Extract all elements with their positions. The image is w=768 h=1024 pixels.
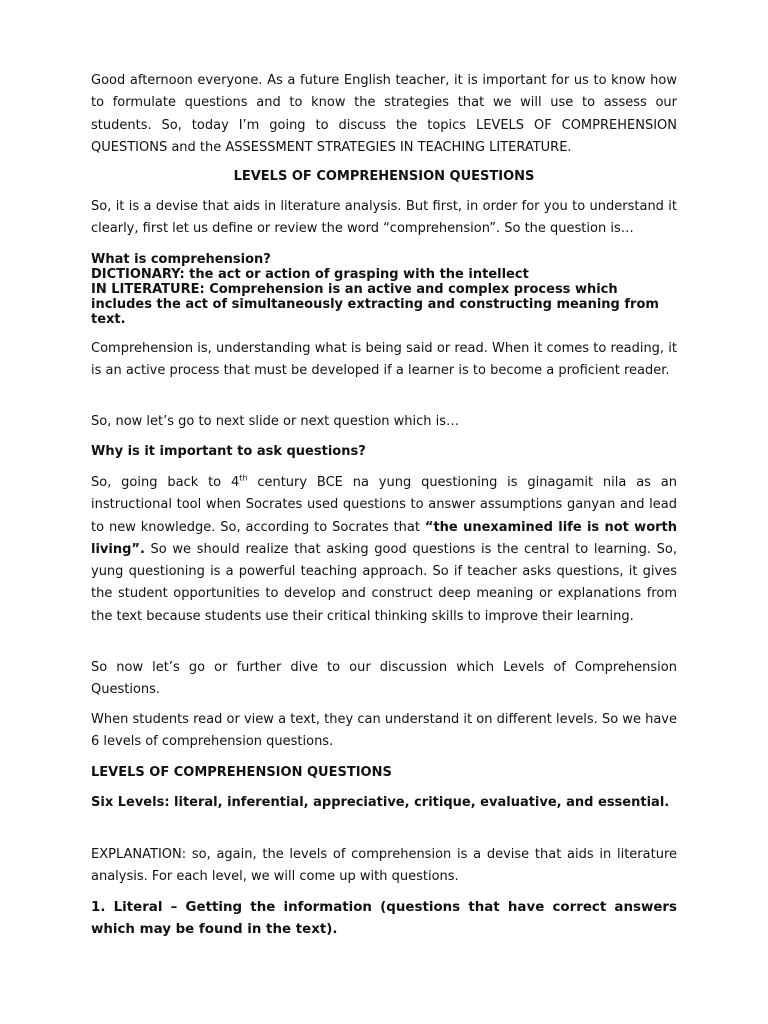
six-levels-paragraph: Six Levels: literal, inferential, appreciative, critique, evaluative, and essential. [91, 795, 670, 810]
next-slide-paragraph: So, now let’s go to next slide or next question which is… [91, 414, 460, 429]
definition-block [91, 252, 677, 327]
definition-literature: IN LITERATURE: Comprehension is an active and complex process which includes the act of simultaneously extracting and constructing meaning from text. [91, 282, 659, 327]
socrates-paragraph [91, 472, 677, 628]
further-dive-paragraph: So now let’s go or further dive to our discussion which Levels of Comprehension Questions. [91, 660, 677, 698]
socrates-text-1: So, going back to 4 [91, 475, 240, 490]
section-heading-levels-2: LEVELS OF COMPREHENSION QUESTIONS [91, 765, 392, 780]
ordinal-suffix: th [239, 473, 248, 483]
literal-level-item: 1. Literal – Getting the information (questions that have correct answers which may be found in the text). [91, 900, 677, 938]
socrates-text-2: century BCE na yung questioning is ginagamit nila as an instructional tool when Socrates used questions to answer assumptions ganyan and lead to new knowledge. So, according to Socrates that [91, 475, 677, 535]
socrates-quote: “the unexamined life is not worth living”. [91, 519, 677, 557]
socrates-text-3: So we should realize that asking good questions is the central to learning. So, yung questioning is a powerful teaching approach. So if teacher asks questions, it gives the student opportunities to develop and construct deep meaning or explanations from the text because students use their critical thinking skills to improve their learning. [91, 541, 677, 624]
comprehension-paragraph: Comprehension is, understanding what is being said or read. When it comes to reading, it is an active process that must be developed if a learner is to become a proficient reader. [91, 341, 677, 379]
section-heading-levels: LEVELS OF COMPREHENSION QUESTIONS [233, 169, 535, 184]
explanation-paragraph: EXPLANATION: so, again, the levels of comprehension is a devise that aids in literature analysis. For each level, we will come up with questions. [91, 847, 677, 885]
why-ask-heading: Why is it important to ask questions? [91, 444, 366, 459]
intro-paragraph: Good afternoon everyone. As a future English teacher, it is important for us to know how to formulate questions and to know the strategies that we will use to assess our students. So, today I’m going to discuss the topics LEVELS OF COMPREHENSION QUESTIONS and the ASSESSMENT STRATEGIES IN TEACHING LITERATURE. [91, 73, 677, 155]
definition-question: What is comprehension? [91, 252, 271, 267]
levels-intro-paragraph: When students read or view a text, they can understand it on different levels. So we have 6 levels of comprehension questions. [91, 712, 677, 750]
devise-paragraph: So, it is a devise that aids in literature analysis. But first, in order for you to understand it clearly, first let us define or review the word “comprehension”. So the question is… [91, 199, 677, 237]
definition-dictionary: DICTIONARY: the act or action of grasping with the intellect [91, 267, 529, 282]
